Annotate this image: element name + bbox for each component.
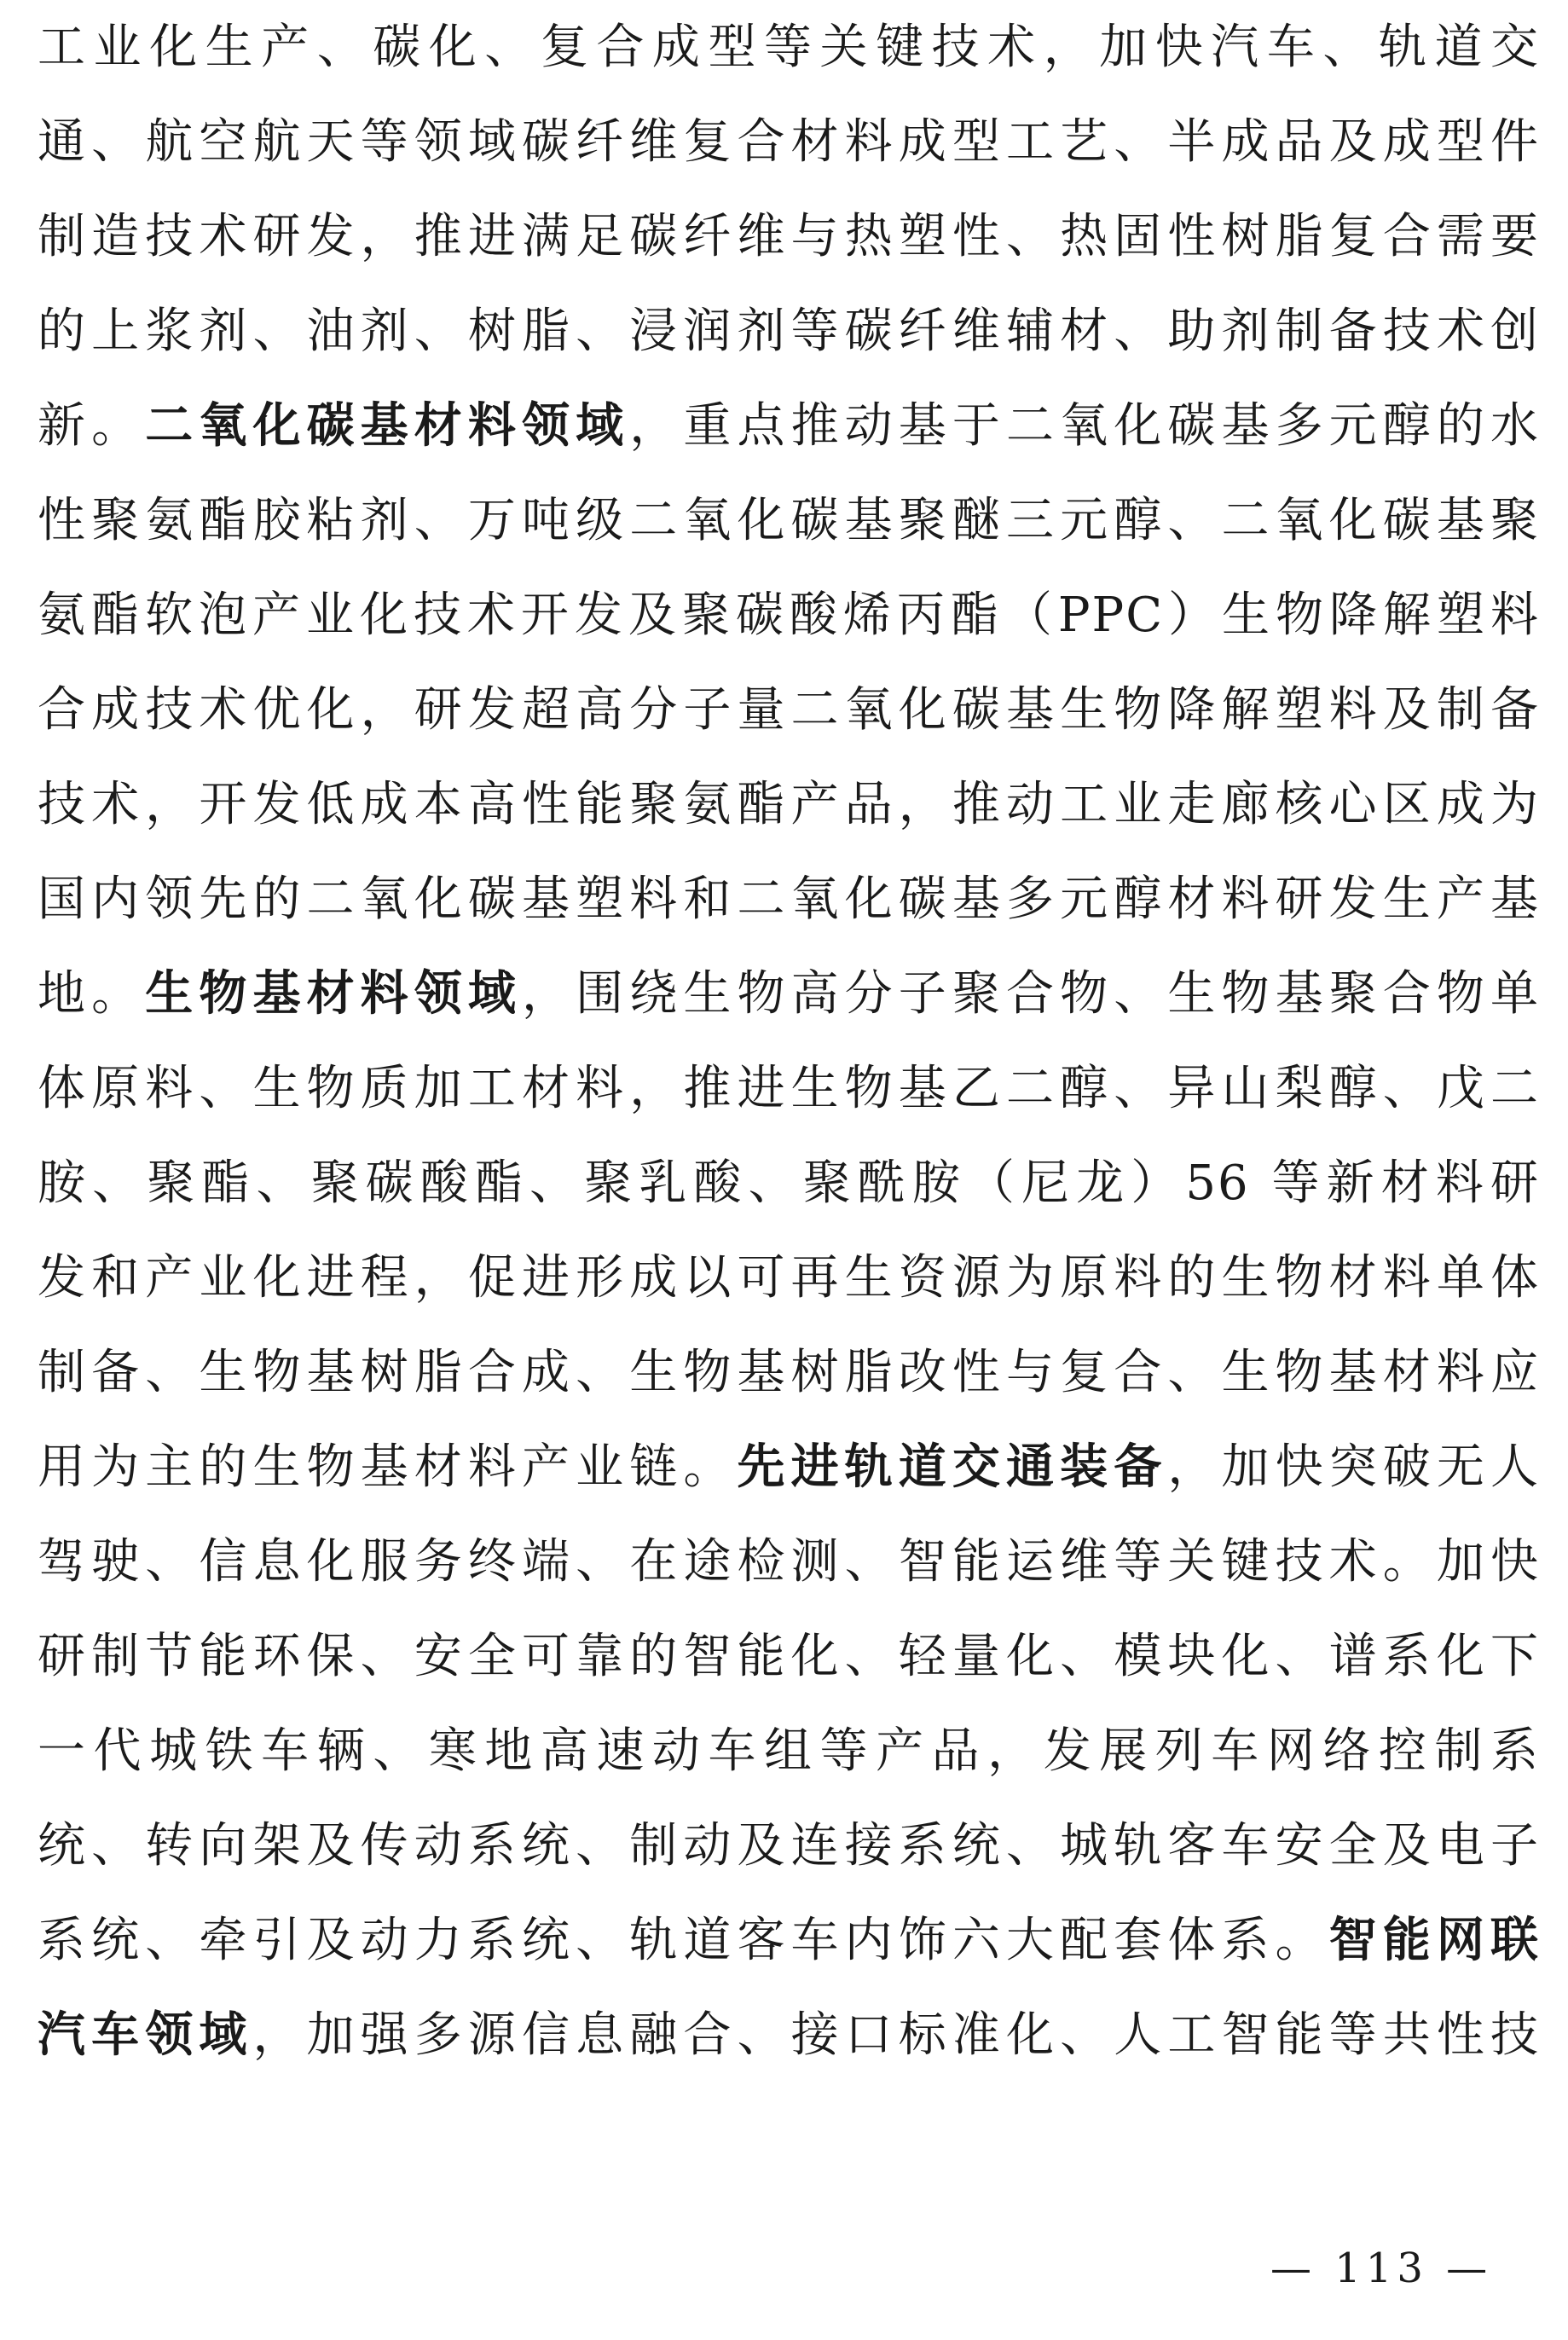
bold-heading-run: 智能网联: [1328, 1912, 1540, 1968]
text-line: [38, 1704, 1540, 1798]
text-run: 驾驶、信息化服务终端、在途检测、智能运维等关键技术。加快: [38, 1534, 1540, 1590]
page-number: — 113 —: [1270, 2244, 1493, 2292]
text-line: [38, 95, 1540, 189]
text-line: [38, 1515, 1540, 1609]
text-line: [38, 1893, 1540, 1988]
text-run: 系统、牵引及动力系统、轨道客车内饰六大配套体系。: [38, 1913, 1329, 1968]
text-line: [38, 189, 1540, 284]
text-run: 国内领先的二氧化碳基塑料和二氧化碳基多元醇材料研发生产基: [38, 872, 1540, 927]
text-run: 的上浆剂、油剂、树脂、浸润剂等碳纤维辅材、助剂制备技术创: [38, 304, 1540, 359]
text-line: [38, 1988, 1540, 2082]
text-run: 研制节能环保、安全可靠的智能化、轻量化、模块化、谱系化下: [38, 1629, 1540, 1684]
text-line: [38, 1041, 1540, 1136]
text-line: [38, 1325, 1540, 1420]
text-line: [38, 663, 1540, 757]
text-run: 性聚氨酯胶粘剂、万吨级二氧化碳基聚醚三元醇、二氧化碳基聚: [38, 493, 1540, 548]
text-line: [38, 1136, 1540, 1231]
text-run: 统、转向架及传动系统、制动及连接系统、城轨客车安全及电子: [38, 1818, 1540, 1874]
text-line: [38, 852, 1540, 947]
text-run: 合成技术优化，研发超高分子量二氧化碳基生物降解塑料及制备: [38, 682, 1540, 738]
text-run: 制备、生物基树脂合成、生物基树脂改性与复合、生物基材料应: [38, 1345, 1540, 1400]
text-run: ，重点推动基于二氧化碳基多元醇的水: [629, 398, 1540, 454]
bold-heading-run: 生物基材料领域: [145, 965, 523, 1022]
text-line: [38, 284, 1540, 379]
text-run: 工业化生产、碳化、复合成型等关键技术，加快汽车、轨道交: [38, 20, 1540, 75]
text-line: [38, 568, 1540, 663]
text-line: [38, 473, 1540, 568]
text-line: [38, 0, 1540, 95]
text-run: 制造技术研发，推进满足碳纤维与热塑性、热固性树脂复合需要: [38, 209, 1540, 264]
text-run: 技术，开发低成本高性能聚氨酯产品，推动工业走廊核心区成为: [38, 777, 1540, 832]
text-run: ，加快突破无人: [1167, 1439, 1540, 1495]
text-line: [38, 1609, 1540, 1704]
text-run: 氨酯软泡产业化技术开发及聚碳酸烯丙酯（PPC）生物降解塑料: [38, 588, 1540, 643]
text-run: 发和产业化进程，促进形成以可再生资源为原料的生物材料单体: [38, 1250, 1540, 1306]
body-text: [38, 0, 1540, 2082]
text-line: [38, 1231, 1540, 1325]
text-run: 胺、聚酯、聚碳酸酯、聚乳酸、聚酰胺（尼龙）56 等新材料研: [38, 1156, 1540, 1211]
bold-heading-run: 先进轨道交通装备: [737, 1439, 1168, 1495]
text-run: ，加强多源信息融合、接口标准化、人工智能等共性技: [252, 2007, 1540, 2063]
bold-heading-run: 汽车领域: [38, 2007, 253, 2063]
text-run: 地。: [38, 966, 146, 1022]
text-line: [38, 947, 1540, 1041]
text-run: 一代城铁车辆、寒地高速动车组等产品，发展列车网络控制系: [38, 1723, 1540, 1779]
text-run: ，围绕生物高分子聚合物、生物基聚合物单: [522, 966, 1540, 1022]
text-line: [38, 1420, 1540, 1515]
text-run: 新。: [38, 398, 146, 454]
text-line: [38, 1798, 1540, 1893]
text-line: [38, 379, 1540, 473]
text-line: [38, 757, 1540, 852]
text-run: 通、航空航天等领域碳纤维复合材料成型工艺、半成品及成型件: [38, 114, 1540, 170]
bold-heading-run: 二氧化碳基材料领域: [145, 397, 630, 454]
text-run: 用为主的生物基材料产业链。: [38, 1439, 738, 1495]
text-run: 体原料、生物质加工材料，推进生物基乙二醇、异山梨醇、戊二: [38, 1061, 1540, 1116]
